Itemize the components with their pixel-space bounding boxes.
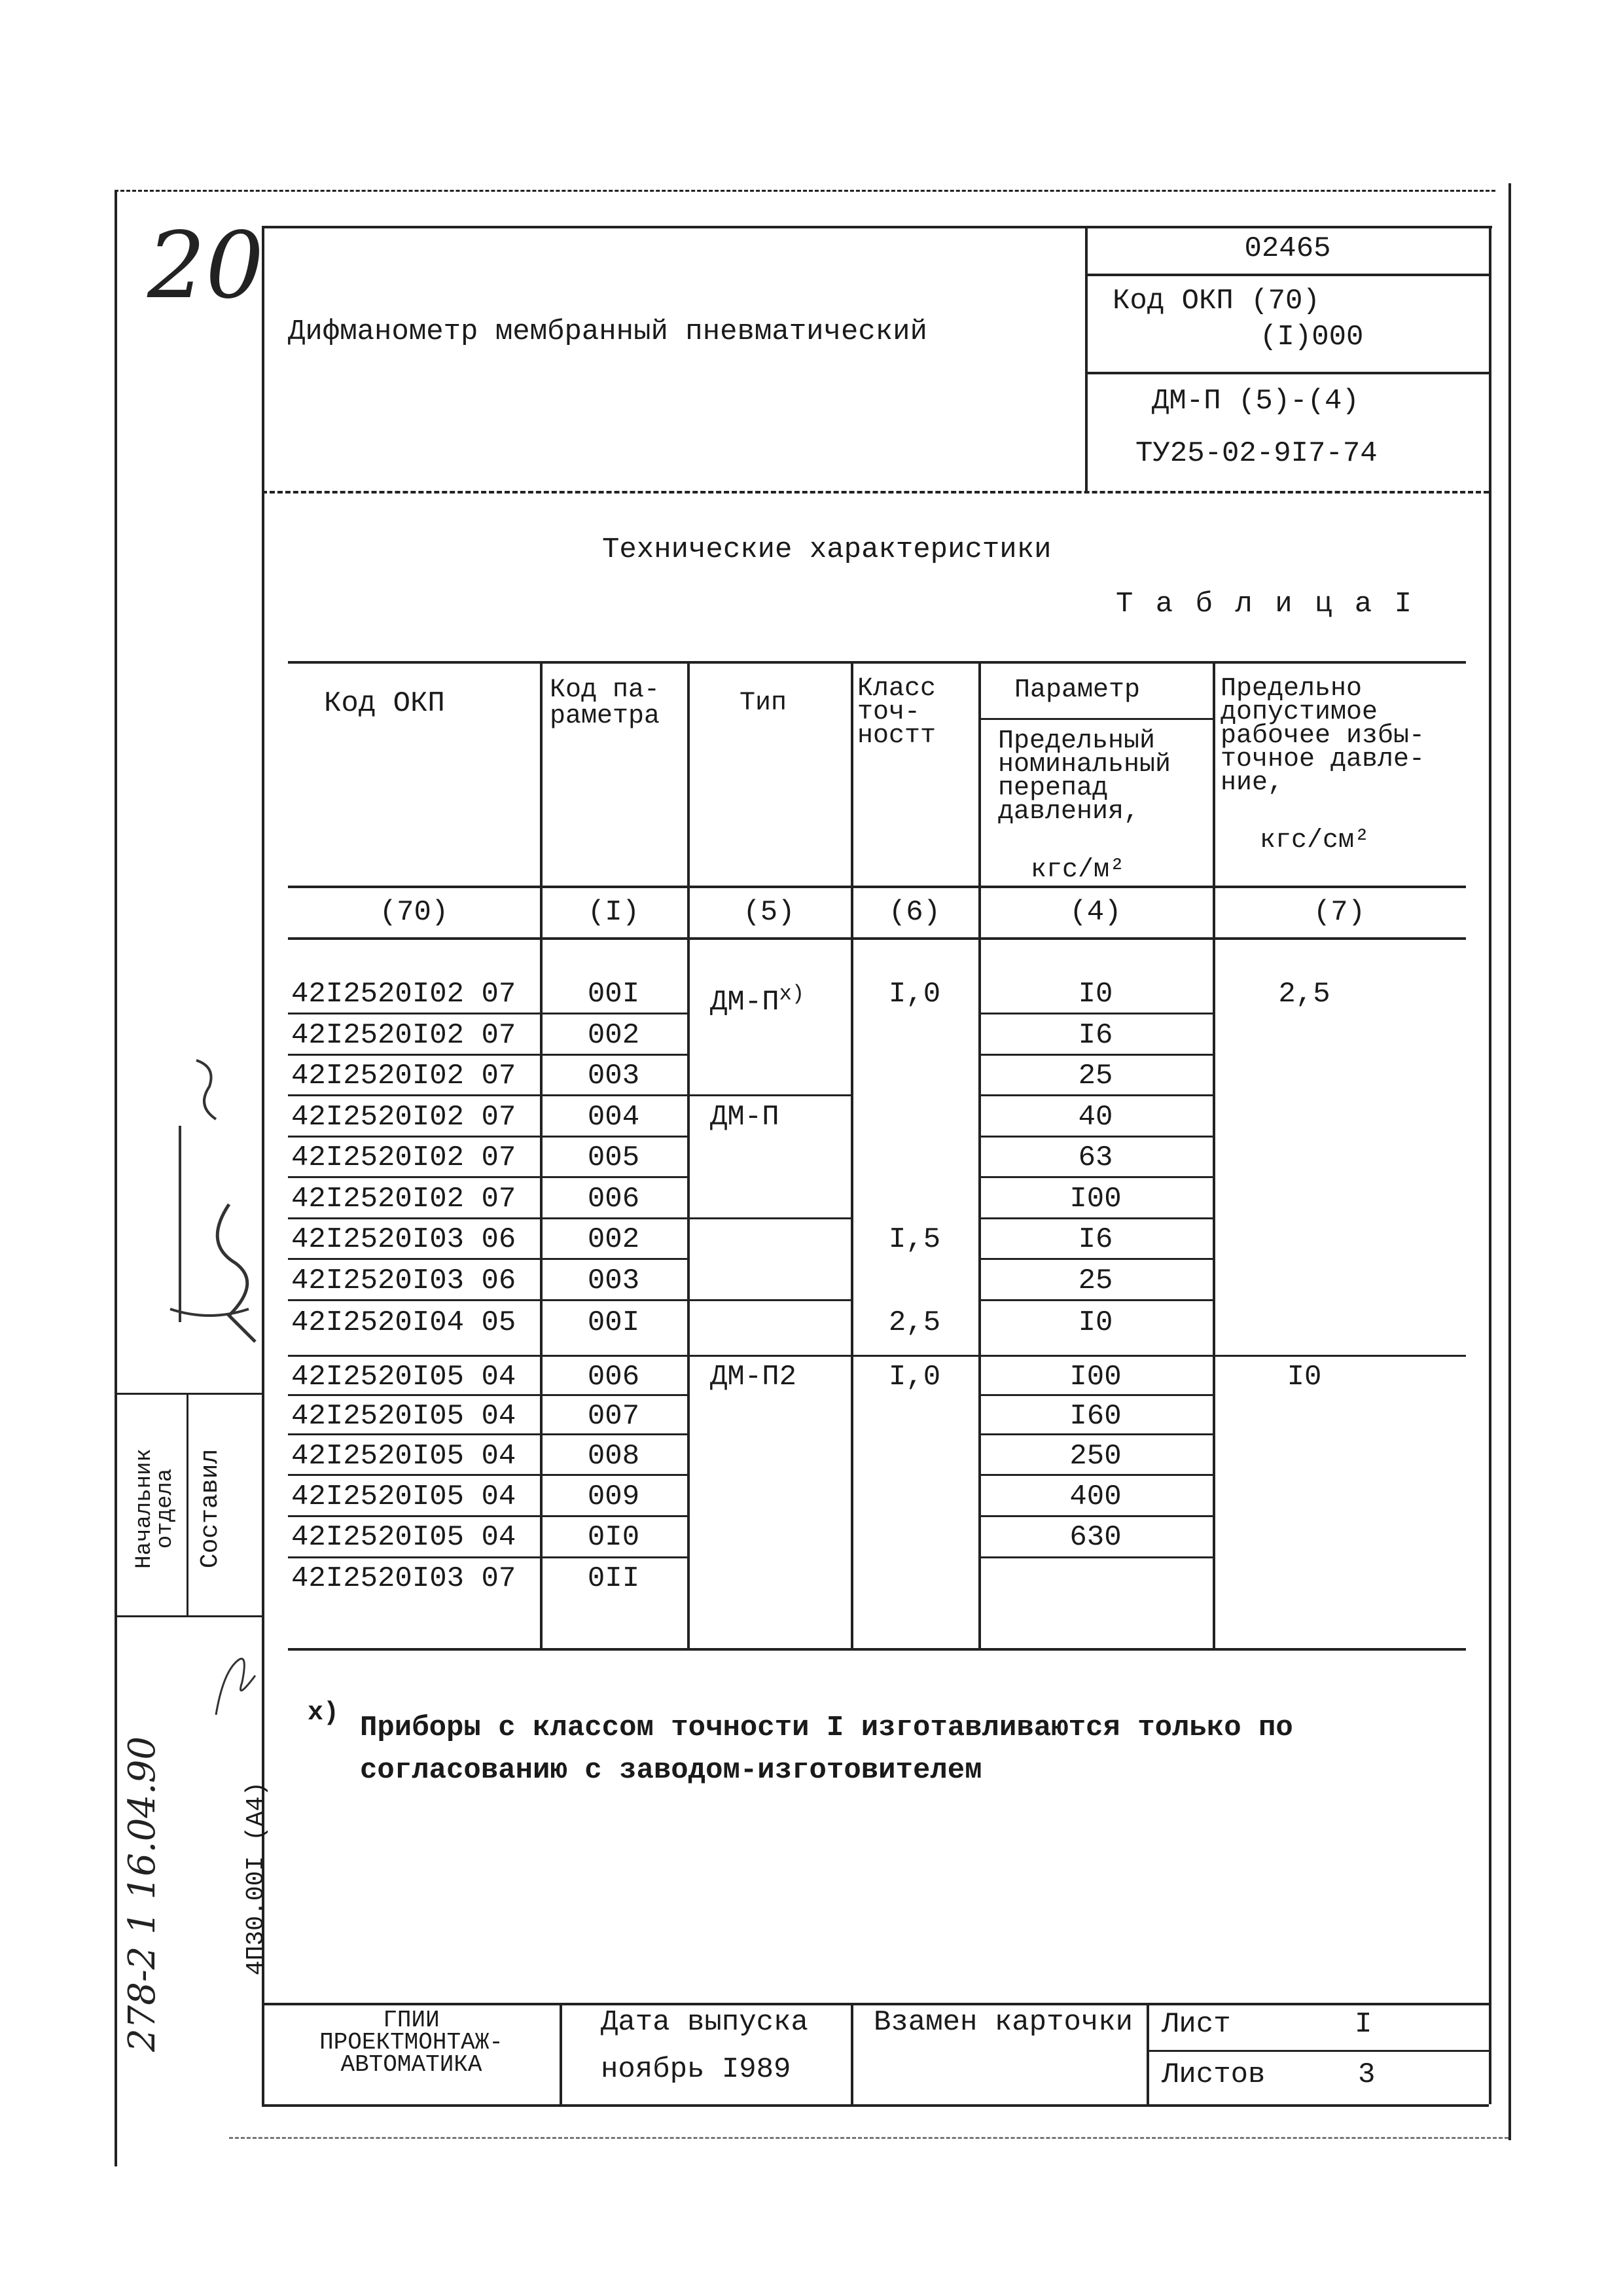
table-cell-accuracy: I,5 xyxy=(888,1223,941,1256)
table-cell-type: $ДМ-П^{x)}$ xyxy=(710,982,805,1019)
table-cell-code: 004 xyxy=(587,1101,640,1134)
table-cell-code: 007 xyxy=(587,1400,640,1433)
title-rule-1 xyxy=(1085,274,1489,276)
bottom-block-bottom-rule xyxy=(262,2104,1489,2107)
header-bottom-rule xyxy=(288,886,1466,888)
okp-code-value: (I)000 xyxy=(1260,321,1364,353)
table-cell-code: 0I0 xyxy=(587,1521,640,1554)
table-cell-drop: 250 xyxy=(1069,1440,1122,1473)
title-rule-2 xyxy=(1085,372,1489,374)
okp-code-label: Код ОКП (70) xyxy=(1113,285,1320,317)
parameter-subheader-rule xyxy=(978,718,1213,720)
header-accuracy: Класс точ- ностт xyxy=(857,674,936,751)
header-param-code: Код па- раметра xyxy=(550,675,660,731)
stamp-rule-2 xyxy=(116,1615,262,1617)
bottom-sheet-rule xyxy=(1147,2050,1489,2052)
table-cell-okp: 42I2520I05 04 xyxy=(291,1521,516,1554)
table-cell-drop: I6 xyxy=(1078,1019,1113,1052)
table-cell-drop: 630 xyxy=(1069,1521,1122,1554)
table-cell-okp: 42I2520I05 04 xyxy=(291,1400,516,1433)
table-caption: Т а б л и ц а I xyxy=(1116,588,1415,620)
sheet-value: I xyxy=(1355,2008,1372,2041)
signature-small xyxy=(203,1630,262,1721)
organization-name xyxy=(263,2009,560,2076)
table-cell-code: 00I xyxy=(587,978,640,1011)
stamp-col-rule xyxy=(187,1393,188,1615)
table-cell-okp: 42I2520I03 06 xyxy=(291,1223,516,1256)
replaces-card-label: Взамен карточки xyxy=(874,2006,1133,2039)
title-divider xyxy=(1085,226,1088,491)
table-cell-type: ДМ-П xyxy=(710,1101,779,1134)
table-bottom-rule xyxy=(288,1648,1466,1651)
table-cell-accuracy: 2,5 xyxy=(888,1306,941,1339)
table-top-rule xyxy=(288,661,1466,664)
table-cell-okp: 42I2520I03 06 xyxy=(291,1265,516,1297)
sheet-number: 20 xyxy=(147,213,264,319)
standard-code: ТУ25-02-9I7-74 xyxy=(1135,437,1378,470)
outer-left-border xyxy=(115,190,117,2166)
form-code: 4П30.00I (А4) xyxy=(242,1781,270,1976)
signature-stroke xyxy=(216,1659,255,1715)
table-cell-code: 002 xyxy=(587,1019,640,1052)
org-line-1: ГПИИ xyxy=(383,2007,440,2034)
compiled-by-label: Составил xyxy=(196,1448,224,1569)
code-col-over: (7) xyxy=(1313,896,1366,929)
table-cell-over: I0 xyxy=(1287,1361,1322,1393)
model-code: ДМ-П (5)-(4) xyxy=(1152,385,1359,418)
sheet-label: Лист xyxy=(1162,2008,1231,2041)
table-cell-okp: 42I2520I02 07 xyxy=(291,1183,516,1215)
table-cell-code: 003 xyxy=(587,1060,640,1092)
table-cell-code: 006 xyxy=(587,1183,640,1215)
table-cell-code: 005 xyxy=(587,1141,640,1174)
header-drop-unit: кгс/м² xyxy=(1031,855,1126,885)
table-cell-okp: 42I2520I03 07 xyxy=(291,1562,516,1595)
header-type: Тип xyxy=(740,689,787,718)
signature-marks xyxy=(157,1047,268,1361)
title-bottom-border xyxy=(262,491,1489,493)
row-rule xyxy=(288,1556,687,1558)
header-drop: Предельный номинальный перепад давления, xyxy=(998,726,1171,827)
table-cell-code: 0II xyxy=(587,1562,640,1595)
footnote-mark: x) xyxy=(308,1698,340,1728)
table-cell-over: 2,5 xyxy=(1278,978,1330,1011)
table-cell-type: ДМ-П2 xyxy=(710,1361,797,1393)
footnote-line-1: Приборы с классом точности I изготавливаются только по xyxy=(360,1712,1293,1744)
card-top-border xyxy=(262,226,1492,228)
code-col-drop: (4) xyxy=(1069,896,1122,929)
col-rule-3 xyxy=(851,661,853,1648)
table-cell-okp: 42I2520I05 04 xyxy=(291,1480,516,1513)
table-cell-drop: I00 xyxy=(1069,1183,1122,1215)
table-cell-code: 008 xyxy=(587,1440,640,1473)
codes-bottom-rule xyxy=(288,937,1466,940)
table-cell-drop: 63 xyxy=(1078,1141,1113,1174)
table-cell-accuracy: I,0 xyxy=(888,978,941,1011)
code-col-okp: (70) xyxy=(379,896,449,929)
device-name: Дифманометр мембранный пневматический xyxy=(288,315,927,348)
signature-stroke xyxy=(170,1309,249,1316)
code-col-param: (I) xyxy=(587,896,640,929)
release-date-value: ноябрь I989 xyxy=(601,2053,791,2086)
row-rule-group xyxy=(288,1355,1466,1357)
footnote-line-2: согласованию с заводом-изготовителем xyxy=(360,1754,982,1787)
table-cell-code: 003 xyxy=(587,1265,640,1297)
sheets-label: Листов xyxy=(1162,2058,1266,2091)
head-of-dept-label: Начальник отдела xyxy=(132,1448,178,1569)
table-cell-drop: 40 xyxy=(1078,1101,1113,1134)
outer-bottom-dashes xyxy=(229,2137,1508,2139)
table-cell-code: 002 xyxy=(587,1223,640,1256)
header-overpressure-unit: кгс/см² xyxy=(1260,826,1370,855)
table-cell-drop: I60 xyxy=(1069,1400,1122,1433)
table-cell-okp: 42I2520I05 04 xyxy=(291,1440,516,1473)
table-cell-drop: I0 xyxy=(1078,978,1113,1011)
card-right-border xyxy=(1489,226,1491,2104)
outer-top-border xyxy=(115,190,1495,192)
table-cell-okp: 42I2520I02 07 xyxy=(291,1101,516,1134)
handwritten-registration: 278-2 1 16.04.90 xyxy=(121,1736,164,2052)
table-cell-okp: 42I2520I02 07 xyxy=(291,978,516,1011)
table-cell-code: 009 xyxy=(587,1480,640,1513)
signature-stroke xyxy=(196,1060,216,1119)
table-cell-code: 006 xyxy=(587,1361,640,1393)
table-cell-okp: 42I2520I02 07 xyxy=(291,1141,516,1174)
bottom-col-rule-3 xyxy=(1147,2003,1149,2104)
table-cell-drop: I6 xyxy=(1078,1223,1113,1256)
table-cell-okp: 42I2520I04 05 xyxy=(291,1306,516,1339)
col-rule-5 xyxy=(1213,661,1215,1648)
table-cell-code: 00I xyxy=(587,1306,640,1339)
bottom-block-top-rule xyxy=(262,2003,1489,2005)
drop-rule xyxy=(978,1556,1213,1558)
outer-right-border xyxy=(1508,183,1511,2140)
col-rule-2 xyxy=(687,661,690,1648)
sheets-value: 3 xyxy=(1358,2058,1376,2091)
table-cell-drop: I00 xyxy=(1069,1361,1122,1393)
table-cell-drop: I0 xyxy=(1078,1306,1113,1339)
card-number: 02465 xyxy=(1244,232,1331,265)
code-col-accuracy: (6) xyxy=(888,896,941,929)
table-cell-okp: 42I2520I05 04 xyxy=(291,1361,516,1393)
bottom-col-rule-2 xyxy=(851,2003,853,2104)
org-line-3: АВТОМАТИКА xyxy=(340,2051,482,2078)
table-cell-drop: 25 xyxy=(1078,1265,1113,1297)
org-line-2: ПРОЕКТМОНТАЖ- xyxy=(319,2029,503,2056)
table-cell-accuracy: I,0 xyxy=(888,1361,941,1393)
header-okp: Код ОКП xyxy=(324,687,445,720)
header-parameter: Параметр xyxy=(1014,675,1141,705)
table-cell-drop: 400 xyxy=(1069,1480,1122,1513)
stamp-rule-1 xyxy=(116,1393,262,1395)
table-cell-okp: 42I2520I02 07 xyxy=(291,1060,516,1092)
code-col-type: (5) xyxy=(743,896,795,929)
signature-stroke xyxy=(217,1204,255,1342)
table-cell-okp: 42I2520I02 07 xyxy=(291,1019,516,1052)
table-cell-drop: 25 xyxy=(1078,1060,1113,1092)
release-date-label: Дата выпуска xyxy=(601,2006,808,2039)
header-overpressure: Предельно допустимое рабочее избы- точное давле- ние, xyxy=(1221,674,1425,798)
bottom-col-rule-1 xyxy=(560,2003,562,2104)
section-title: Технические характеристики xyxy=(602,533,1052,566)
